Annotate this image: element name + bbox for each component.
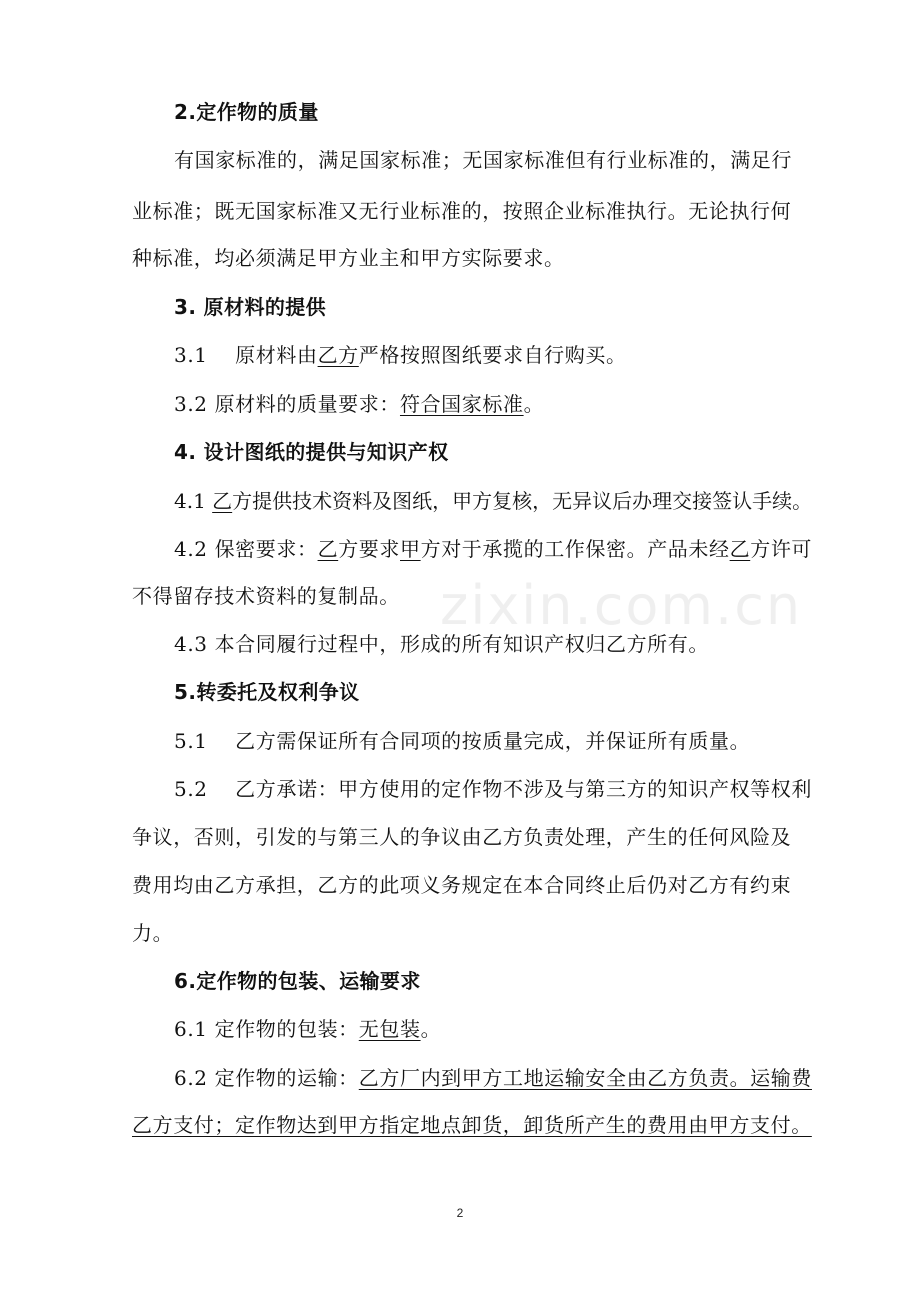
- section-4-item-3: 4.3 本合同履行过程中，形成的所有知识产权归乙方所有。: [174, 632, 709, 656]
- underlined-standard: 符合国家标准: [399, 392, 524, 416]
- section-6-item-2: [174, 1063, 812, 1093]
- section-4-item-1: [174, 486, 812, 516]
- section-5-item-2-line-3: 费用均由乙方承担，乙方的此项义务规定在本合同终止后仍对乙方有约束: [132, 873, 792, 897]
- underlined-party: 乙: [729, 537, 751, 561]
- section-2-heading: 2.定作物的质量: [174, 100, 319, 124]
- item-text: 3.2 原材料的质量要求：: [174, 392, 400, 416]
- item-text: 严格按照图纸要求自行购买。: [358, 343, 627, 367]
- page-number: 2: [456, 1206, 464, 1220]
- underlined-party: 乙: [212, 489, 233, 513]
- item-text: 方许可: [750, 537, 813, 561]
- section-3-item-1: [174, 340, 627, 370]
- item-text: 。: [523, 392, 545, 416]
- item-text: 方要求: [338, 537, 400, 561]
- item-text: 方对于承揽的工作保密。产品未经: [420, 537, 730, 561]
- section-4-item-2: [174, 534, 812, 564]
- underlined-party: 甲: [400, 537, 421, 561]
- underlined-party: 乙: [317, 537, 339, 561]
- item-text: 4.1: [174, 489, 213, 513]
- section-5-item-1: 5.1 乙方需保证所有合同项的按质量完成，并保证所有质量。: [174, 729, 751, 753]
- section-2-paragraph-line-3: 种标准，均必须满足甲方业主和甲方实际要求。: [132, 246, 565, 270]
- section-5-item-2-line-1: 5.2 乙方承诺：甲方使用的定作物不涉及与第三方的知识产权等权利: [174, 777, 812, 801]
- watermark: zixin.com.cn: [440, 574, 803, 637]
- item-text: 6.2 定作物的运输：: [174, 1066, 359, 1090]
- item-text: 。: [420, 1017, 442, 1041]
- item-text: 6.1 定作物的包装：: [174, 1017, 359, 1041]
- item-text: 4.2 保密要求：: [174, 537, 318, 561]
- section-3-item-2: [174, 389, 544, 419]
- section-2-paragraph-line-1: 有国家标准的，满足国家标准；无国家标准但有行业标准的，满足行: [174, 148, 792, 172]
- section-3-heading: 3. 原材料的提供: [174, 295, 327, 319]
- section-5-item-2-line-2: 争议，否则，引发的与第三人的争议由乙方负责处理，产生的任何风险及: [132, 825, 792, 849]
- section-2-paragraph-line-2: 业标准；既无国家标准又无行业标准的，按照企业标准执行。无论执行何: [132, 199, 792, 223]
- section-6-item-2-line-2: [132, 1110, 812, 1140]
- section-4-heading: 4. 设计图纸的提供与知识产权: [174, 440, 449, 464]
- section-5-item-2-line-4: 力。: [132, 921, 174, 945]
- underlined-transport-terms: 乙方厂内到甲方工地运输安全由乙方负责。运输费: [358, 1066, 812, 1090]
- section-6-heading: 6.定作物的包装、运输要求: [174, 969, 421, 993]
- section-4-item-2-line-2: 不得留存技术资料的复制品。: [132, 584, 400, 608]
- underlined-party: 乙方: [317, 343, 359, 367]
- item-text: 3.1 原材料由: [174, 343, 318, 367]
- underlined-transport-terms: 乙方支付；定作物达到甲方指定地点卸货，卸货所产生的费用由甲方支付。: [132, 1113, 812, 1137]
- item-text: 方提供技术资料及图纸，甲方复核，无异议后办理交接签认手续。: [232, 489, 813, 513]
- underlined-packaging: 无包装: [358, 1017, 421, 1041]
- section-5-heading: 5.转委托及权利争议: [174, 680, 360, 704]
- section-6-item-1: [174, 1014, 441, 1044]
